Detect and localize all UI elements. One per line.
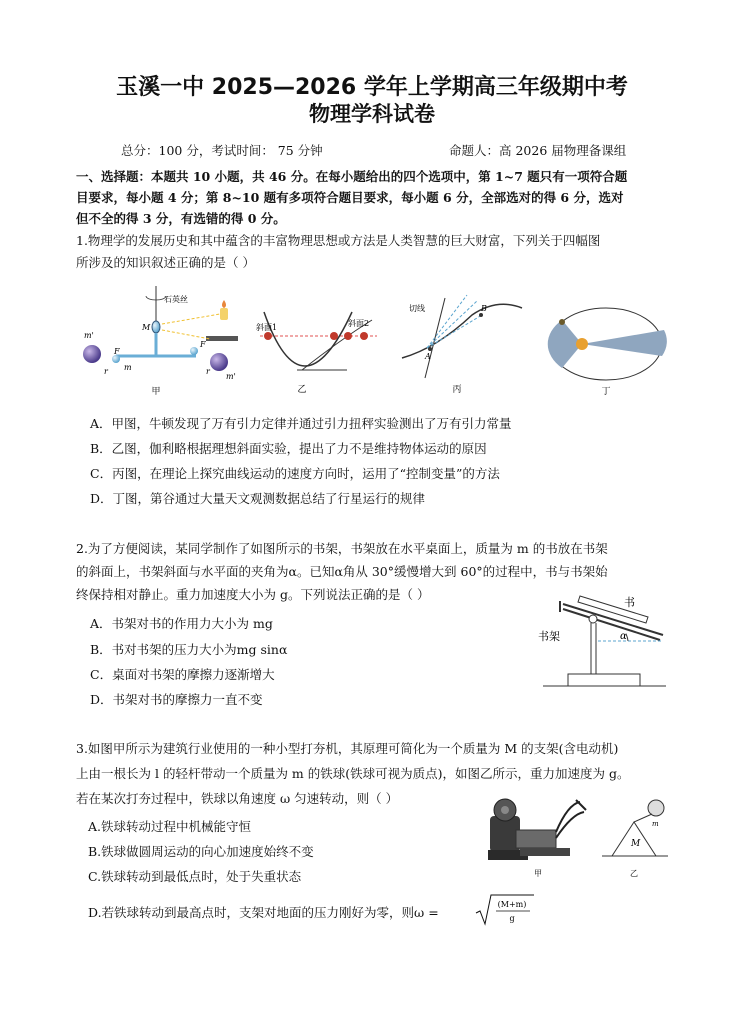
q1-figure-yi [252,300,382,400]
fig3-yi-caption: 乙 [630,869,638,878]
fig-ding-caption: 丁 [601,387,611,397]
q2-option-c: C．桌面对书架的摩擦力逐渐增大 [90,667,275,682]
force-left-label: F [114,347,120,356]
author: 命题人：高 2026 届物理备课组 [449,143,627,158]
q1-option-d: D．丁图，第谷通过大量天文观测数据总结了行星运行的规律 [90,491,426,506]
q3-option-c: C.铁球转动到最低点时，处于失重状态 [88,869,302,884]
exam-subtitle: 物理学科试卷 [309,102,435,126]
q1-option-a: A．甲图，牛顿发现了万有引力定律并通过引力扭秤实验测出了万有引力常量 [90,416,512,431]
score-time: 总分：100 分，考试时间： 75 分钟 [121,143,323,158]
frame-M-label: M [631,839,641,849]
fig-yi-caption: 乙 [297,385,307,395]
distance-left-label: r [104,367,108,376]
q3-stem-line2: 上由一根长为 l 的轻杆带动一个质量为 m 的铁球(铁球可视为质点)，如图乙所示，重力加速度为 g。 [76,766,630,781]
q1-option-b: B．乙图，伽利略根据理想斜面实验，提出了力不是维持物体运动的原因 [90,441,487,456]
q1-figure-ding [546,300,671,400]
quartz-label: 石英丝 [164,295,188,304]
book-label: 书 [624,596,635,609]
omega-formula [474,893,538,927]
tangent-label: 切线 [409,304,425,313]
q2-option-d: D．书架对书的摩擦力一直不变 [90,692,263,707]
force-right-label: F [200,340,206,349]
formula-numerator: (M+m) [497,900,527,909]
distance-right-label: r [206,367,210,376]
q3-option-a: A.铁球转动过程中机械能守恒 [88,819,252,834]
slope2-label: 斜面2 [348,319,370,328]
q3-stem-line1: 3.如图甲所示为建筑行业使用的一种小型打夯机，其原理可简化为一个质量为 M 的支架(含电动机) [76,741,619,756]
q1-stem-line2: 所涉及的知识叙述正确的是（ ） [76,255,255,270]
section1-line2: 目要求，每小题 4 分；第 8~10 题有多项符合题目要求，每小题 6 分，全部选对的得 6 分，选对 [76,190,624,205]
section1-line3: 但不全的得 3 分，有选错的得 0 分。 [76,211,286,226]
big-ball-left-label: m' [84,331,94,340]
q3-option-b: B.铁球做圆周运动的向心加速度始终不变 [88,844,314,859]
fig3-jia-caption: 甲 [534,869,542,878]
q3-option-d: D.若铁球转动到最高点时，支架对地面的压力刚好为零，则ω = [88,905,439,920]
q1-option-c: C．丙图，在理论上探究曲线运动的速度方向时，运用了“控制变量”的方法 [90,466,500,481]
fig-bing-caption: 丙 [452,385,462,395]
q1-figure-jia [76,284,246,399]
q2-stem-line3: 终保持相对静止。重力加速度大小为 g。下列说法正确的是（ ） [76,587,430,602]
small-ball-label: m [124,363,132,372]
q1-figure-bing [397,293,527,400]
slope1-label: 斜面1 [256,323,278,332]
q2-figure-bookshelf [538,592,668,694]
q1-stem-line1: 1.物理学的发展历史和其中蕴含的丰富物理思想或方法是人类智慧的巨大财富，下列关于四幅图 [76,233,601,248]
big-ball-right-label: m' [226,372,236,381]
q2-option-a: A．书架对书的作用力大小为 mg [90,616,273,631]
q3-stem-line3: 若在某次打夯过程中，铁球以角速度 ω 匀速转动，则（ ） [76,791,399,806]
q2-stem-line1: 2.为了方便阅读，某同学制作了如图所示的书架，书架放在水平桌面上，质量为 m 的书放在书架 [76,541,608,556]
exam-title: 玉溪一中 2025—2026 学年上学期高三年级期中考 [116,75,628,100]
ball-m-label: m [652,820,659,828]
angle-alpha-label: α [620,631,627,642]
formula-denominator: g [509,914,515,923]
q2-option-b: B．书对书架的压力大小为mg sinα [90,642,288,657]
section1-line1: 一、选择题：本题共 10 小题，共 46 分。在每小题给出的四个选项中，第 1~7 题只有一项符合题 [76,169,628,184]
shelf-label: 书架 [538,630,560,643]
point-B-label: B [481,304,487,313]
q2-stem-line2: 的斜面上，书架斜面与水平面的夹角为α。已知α角从 30°缓慢增大到 60°的过程中，书与书架始 [76,564,608,579]
fig-jia-caption: 甲 [151,387,161,397]
q3-figure-jia [480,794,590,880]
mirror-M-label: M [142,323,151,332]
point-A-label: A [425,352,431,361]
q3-figure-yi [600,796,670,880]
